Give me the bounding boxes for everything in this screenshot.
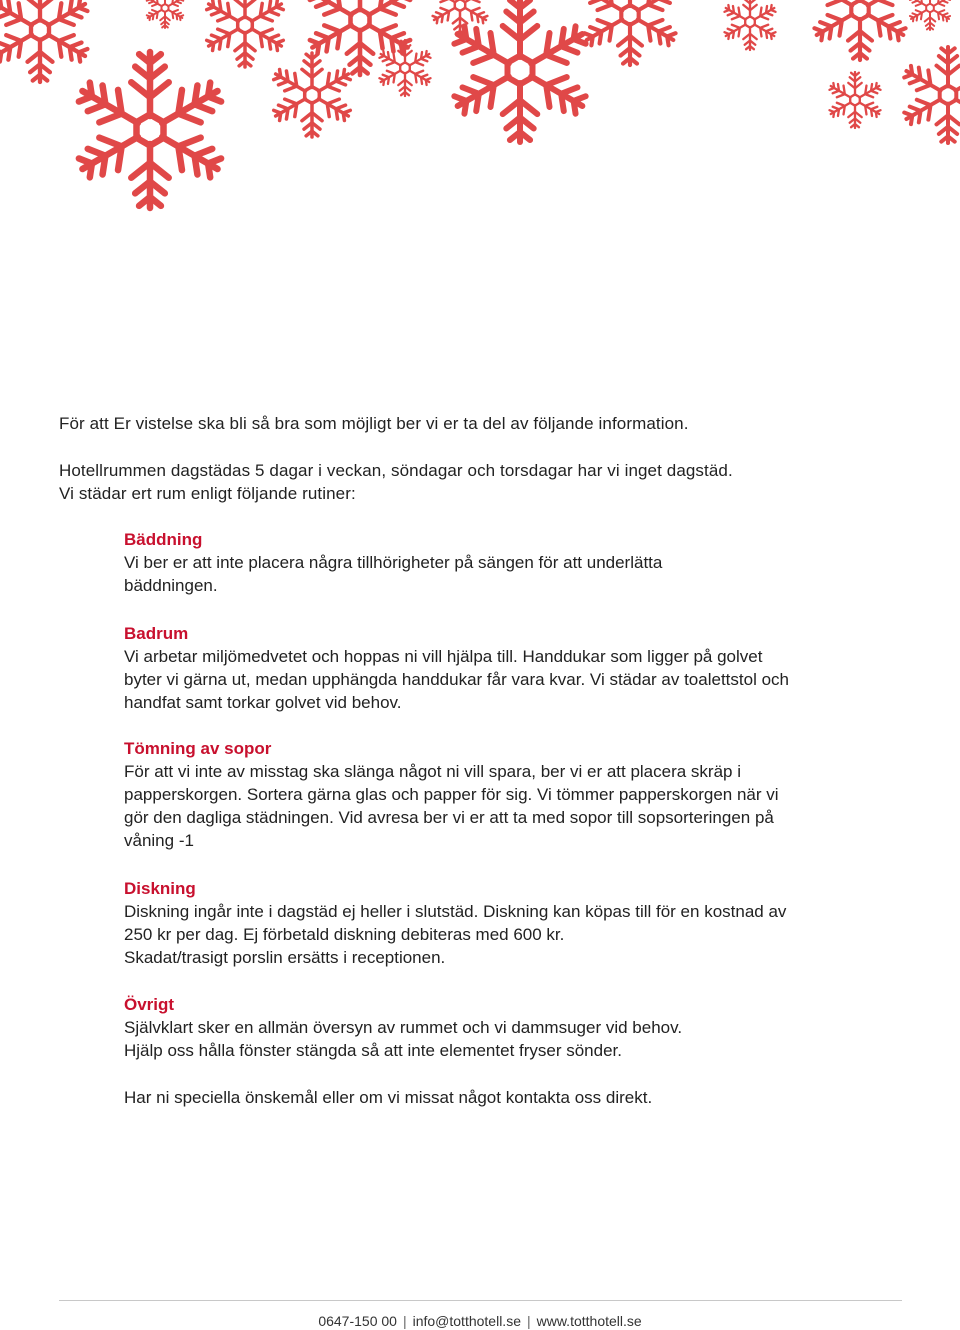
snowflake-icon xyxy=(430,0,489,35)
snowflake-decoration xyxy=(0,0,960,230)
footer-website-link[interactable]: www.totthotell.se xyxy=(537,1313,642,1329)
section-line: Hjälp oss hålla fönster stängda så att inte elementet fryser sönder. xyxy=(124,1039,904,1062)
section-ovrigt xyxy=(124,993,904,1062)
section-heading: Badrum xyxy=(124,622,904,645)
section-line: För att vi inte av misstag ska slänga något ni vill spara, ber vi er att placera skräp i xyxy=(124,760,904,783)
section-line: bäddningen. xyxy=(124,574,904,597)
section-line: Vi ber er att inte placera några tillhörigheter på sängen för att underlätta xyxy=(124,551,904,574)
snowflake-icon xyxy=(581,0,680,65)
footer-divider xyxy=(59,1300,902,1301)
section-line: Självklart sker en allmän översyn av rummet och vi dammsuger vid behov. xyxy=(124,1016,904,1039)
snowflake-icon xyxy=(271,53,354,137)
section-line: våning -1 xyxy=(124,829,904,852)
section-badrum xyxy=(124,622,904,714)
section-heading: Diskning xyxy=(124,877,904,900)
section-tomning-av-sopor xyxy=(124,737,904,852)
footer-email-link[interactable]: info@totthotell.se xyxy=(413,1313,521,1329)
snowflake-icon xyxy=(0,0,91,82)
snowflake-icon xyxy=(827,72,882,128)
footer-separator: | xyxy=(521,1313,537,1329)
intro-text: För att Er vistelse ska bli så bra som möjligt ber vi er ta del av följande information. xyxy=(59,412,689,435)
snowflake-icon xyxy=(901,47,960,143)
section-heading: Bäddning xyxy=(124,528,904,551)
section-line: Vi arbetar miljömedvetet och hoppas ni vill hjälpa till. Handdukar som ligger på golvet xyxy=(124,645,904,668)
snowflake-icon xyxy=(73,52,227,208)
section-line: Skadat/trasigt porslin ersätts i receptionen. xyxy=(124,946,904,969)
section-baddning xyxy=(124,528,904,597)
section-line: byter vi gärna ut, medan upphängda handdukar får vara kvar. Vi städar av toalettstol och xyxy=(124,668,904,691)
section-line: gör den dagliga städningen. Vid avresa ber vi er att ta med sopor till sopsorteringen på xyxy=(124,806,904,829)
routines-intro-text: Vi städar ert rum enligt följande rutiner: xyxy=(59,482,356,505)
footer-separator: | xyxy=(397,1313,413,1329)
snowflake-icon xyxy=(811,0,910,60)
footer-phone: 0647-150 00 xyxy=(318,1313,397,1329)
closing-text: Har ni speciella önskemål eller om vi missat något kontakta oss direkt. xyxy=(124,1086,904,1109)
footer xyxy=(0,1312,960,1330)
section-diskning xyxy=(124,877,904,969)
cleaning-schedule-text: Hotellrummen dagstädas 5 dagar i veckan, söndagar och torsdagar har vi inget dagstäd. xyxy=(59,459,733,482)
snowflake-icon xyxy=(908,0,951,30)
section-line: 250 kr per dag. Ej förbetald diskning debiteras med 600 kr. xyxy=(124,923,904,946)
snowflake-icon xyxy=(145,0,184,28)
snowflake-icon xyxy=(204,0,287,67)
section-heading: Tömning av sopor xyxy=(124,737,904,760)
closing-section xyxy=(124,1086,904,1109)
section-line: Diskning ingår inte i dagstäd ej heller i slutstäd. Diskning kan köpas till för en kostnad av xyxy=(124,900,904,923)
section-heading: Övrigt xyxy=(124,993,904,1016)
snowflake-icon xyxy=(449,0,591,142)
section-line: papperskorgen. Sortera gärna glas och papper för sig. Vi tömmer papperskorgen när vi xyxy=(124,783,904,806)
section-line: handfat samt torkar golvet vid behov. xyxy=(124,691,904,714)
snowflake-icon xyxy=(722,0,777,50)
